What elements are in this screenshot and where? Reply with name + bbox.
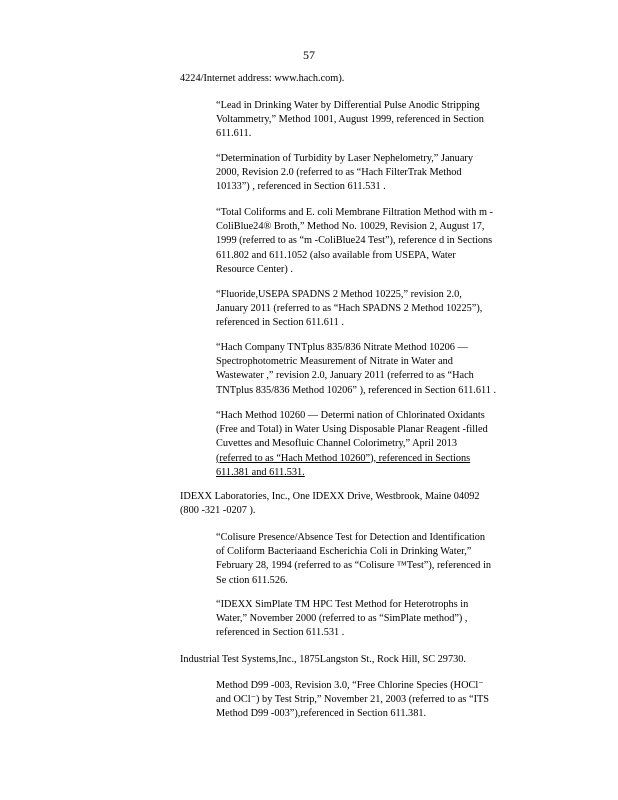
reference-line: “IDEXX SimPlate TM HPC Test Method for Heterotrophs in (216, 599, 469, 610)
reference-entry-fluoride (216, 288, 540, 331)
reference-entry-turbidity (216, 152, 540, 195)
reference-line: Wastewater ,” revision 2.0, January 2011 (referred to as “Hach (216, 370, 474, 382)
reference-entry-industrial (180, 653, 555, 667)
reference-line: 10133”) , referenced in Section 611.531 . (216, 181, 386, 193)
reference-line: 2000, Revision 2.0 (referred to as “Hach FilterTrak Method (216, 167, 462, 179)
reference-line: “Hach Company TNTplus 835/836 Nitrate Method 10206 — (216, 342, 468, 353)
reference-line: “Hach Method 10260 — Determi nation of Chlorinated Oxidants (216, 410, 485, 421)
reference-entry-idexx (180, 490, 555, 518)
reference-line: “Total Coliforms and E. coli Membrane Filtration Method with m - (216, 207, 493, 218)
reference-line: Spectrophotometric Measurement of Nitrate in Water and (216, 356, 453, 368)
reference-entry-lead-pulse (216, 99, 540, 142)
reference-line: TNTplus 835/836 Method 10206” ), referenced in Section 611.611 . (216, 384, 497, 396)
reference-line: February 28, 1994 (referred to as “Colisure ™Test”), referenced in (216, 560, 491, 572)
reference-line: ColiBlue24® Broth,” Method No. 10029, Revision 2, August 17, (216, 221, 485, 233)
reference-entry-nitrate (216, 341, 540, 398)
reference-line: 611.611. (216, 128, 252, 140)
reference-line: “Colisure Presence/Absence Test for Detection and Identification (216, 532, 486, 543)
reference-line: “Lead in Drinking Water by Differential Pulse Anodic Stripping (216, 100, 480, 111)
reference-line: “Determination of Turbidity by Laser Nephelometry,” January (216, 153, 473, 164)
reference-line: Water,” November 2000 (referred to as “SimPlate method”) , (216, 613, 468, 625)
reference-line: Cuvettes and Mesofluic Channel Colorimetry,” April 2013 (216, 438, 457, 450)
reference-entry-free-chlorine (216, 679, 540, 722)
page-number: 57 (303, 48, 315, 62)
reference-line: (referred to as “Hach Method 10260”), referenced in Sections (216, 452, 471, 464)
reference-line: Industrial Test Systems,Inc., 1875Langston St., Rock Hill, SC 29730. (180, 654, 466, 665)
reference-entry-chlorinated (216, 409, 540, 480)
reference-line: 4224/Internet address: www.hach.com). (180, 73, 345, 84)
reference-line: of Coliform Bacteriaand Escherichia Coli in Drinking Water,” (216, 546, 472, 558)
reference-line: 611.802 and 611.1052 (also available from USEPA, Water (216, 249, 456, 261)
reference-line: Method D99 -003, Revision 3.0, “Free Chlorine Species (HOCl⁻ (216, 680, 484, 691)
reference-line: Voltammetry,” Method 1001, August 1999, referenced in Section (216, 114, 484, 126)
reference-line: Method D99 -003”),referenced in Section 611.381. (216, 708, 427, 720)
reference-line: (Free and Total) in Water Using Disposable Planar Reagent -filled (216, 424, 488, 436)
reference-line: IDEXX Laboratories, Inc., One IDEXX Drive, Westbrook, Maine 04092 (180, 491, 480, 502)
reference-line: Se ction 611.526. (216, 574, 288, 586)
reference-line: referenced in Section 611.611 . (216, 317, 344, 329)
reference-line: (800 -321 -0207 ). (180, 505, 256, 517)
reference-line: “Fluoride,USEPA SPADNS 2 Method 10225,” revision 2.0, (216, 289, 462, 300)
reference-line: referenced in Section 611.531 . (216, 627, 345, 639)
reference-entry-simplate (216, 598, 540, 641)
reference-line: January 2011 (referred to as “Hach SPADNS 2 Method 10225”), (216, 303, 483, 315)
reference-line: and OCl⁻) by Test Strip,” November 21, 2003 (referred to as “ITS (216, 694, 490, 706)
reference-line: 1999 (referred to as “m -ColiBlue24 Test”), reference d in Sections (216, 235, 493, 247)
reference-line: Resource Center) . (216, 263, 293, 275)
reference-entry-hach-cont (180, 72, 555, 86)
reference-entry-coliforms (216, 206, 540, 277)
reference-entry-colisure (216, 531, 540, 588)
reference-line: 611.381 and 611.531. (216, 466, 305, 478)
